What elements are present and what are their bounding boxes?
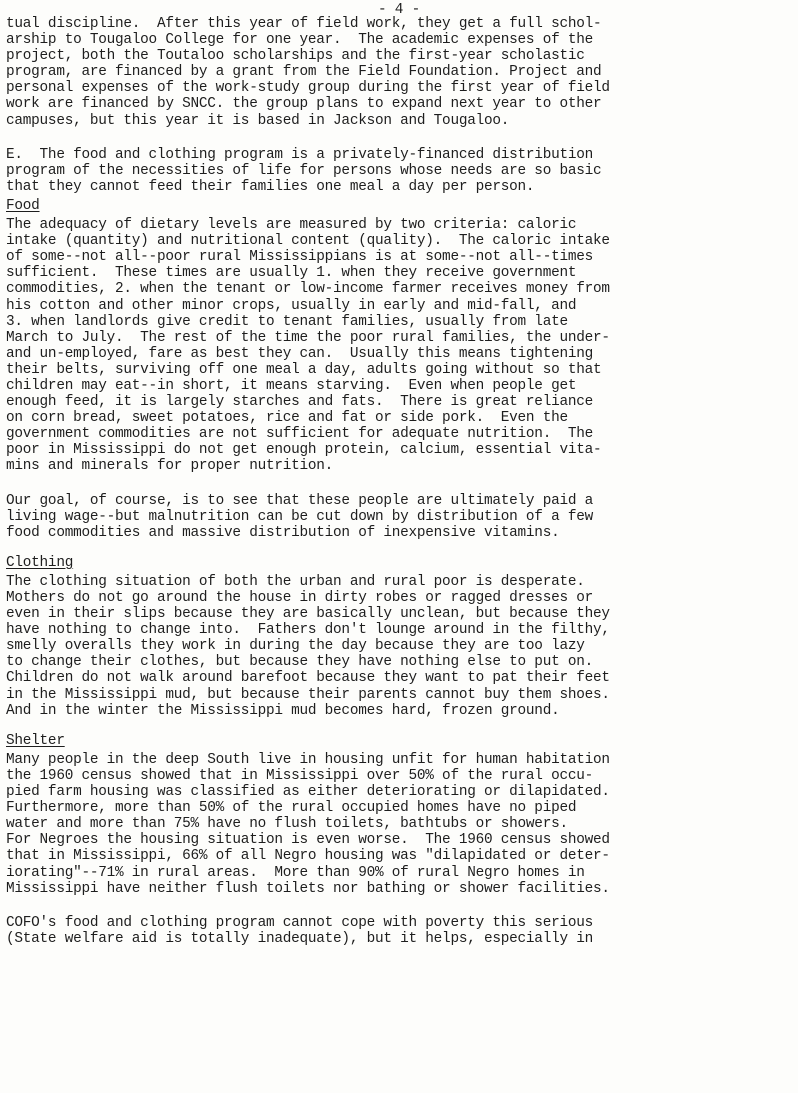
text-line: Mothers do not go around the house in dirty robes or ragged dresses or bbox=[6, 590, 594, 606]
text-line: commodities, 2. when the tenant or low-income farmer receives money from bbox=[6, 281, 610, 298]
text-line: in the Mississippi mud, but because their parents cannot buy them shoes. bbox=[6, 686, 610, 703]
text-line: water and more than 75% have no flush toilets, bathtubs or showers. bbox=[6, 816, 568, 833]
text-line: sufficient. These times are usually 1. when they receive government bbox=[6, 265, 577, 282]
text-line: food commodities and massive distribution of inexpensive vitamins. bbox=[6, 524, 560, 541]
paragraph bbox=[6, 574, 796, 719]
text-line: campuses, but this year it is based in Jackson and Tougaloo. bbox=[6, 112, 510, 129]
text-line: The clothing situation of both the urban and rural poor is desperate. bbox=[6, 573, 585, 590]
section-heading-shelter bbox=[6, 733, 796, 749]
text-line: project, both the Toutaloo scholarships and the first-year scholastic bbox=[6, 48, 585, 65]
text-line: work are financed by SNCC. the group plans to expand next year to other bbox=[6, 96, 602, 113]
text-line: program of the necessities of life for persons whose needs are so basic bbox=[6, 162, 602, 179]
text-line: and un-employed, fare as best they can. Usually this means tightening bbox=[6, 345, 594, 362]
text-line: the 1960 census showed that in Mississippi over 50% of the rural occu- bbox=[6, 767, 594, 784]
paragraph-gap bbox=[6, 475, 796, 493]
text-line: children may eat--in short, it means starving. Even when people get bbox=[6, 377, 577, 394]
paragraph bbox=[6, 147, 796, 195]
text-line: personal expenses of the work-study group during the first year of field bbox=[6, 80, 610, 97]
text-line: tual discipline. After this year of field work, they get a full schol- bbox=[6, 16, 602, 32]
paragraph bbox=[6, 752, 796, 897]
text-line: poor in Mississippi do not get enough protein, calcium, essential vita- bbox=[6, 442, 602, 459]
text-line: (State welfare aid is totally inadequate), but it helps, especially in bbox=[6, 930, 594, 947]
text-line: even in their slips because they are basically unclean, but because they bbox=[6, 606, 610, 623]
paragraph-gap bbox=[6, 129, 796, 147]
text-line: arship to Tougaloo College for one year. The academic expenses of the bbox=[6, 32, 594, 49]
text-line: For Negroes the housing situation is even worse. The 1960 census showed bbox=[6, 832, 610, 849]
paragraph-gap bbox=[6, 541, 796, 555]
text-line: 3. when landlords give credit to tenant families, usually from late bbox=[6, 313, 568, 330]
text-line: enough feed, it is largely starches and fats. There is great reliance bbox=[6, 394, 594, 411]
section-heading-food bbox=[6, 198, 796, 214]
text-line: that they cannot feed their families one meal a day per person. bbox=[6, 178, 535, 195]
text-line: living wage--but malnutrition can be cut down by distribution of a few bbox=[6, 508, 594, 525]
text-line: that in Mississippi, 66% of all Negro housing was "dilapidated or deter- bbox=[6, 848, 610, 865]
text-line: intake (quantity) and nutritional content (quality). The caloric intake bbox=[6, 233, 610, 250]
document-body bbox=[6, 16, 796, 947]
paragraph-gap bbox=[6, 897, 796, 915]
text-line: of some--not all--poor rural Mississippians is at some--not all--times bbox=[6, 249, 594, 266]
paragraph bbox=[6, 493, 796, 541]
text-line: E. The food and clothing program is a privately-financed distribution bbox=[6, 146, 594, 163]
paragraph bbox=[6, 16, 796, 129]
text-line: government commodities are not sufficient for adequate nutrition. The bbox=[6, 426, 594, 443]
text-line: to change their clothes, but because they have nothing else to put on. bbox=[6, 654, 594, 671]
text-line: Children do not walk around barefoot because they want to pat their feet bbox=[6, 670, 610, 687]
text-line: And in the winter the Mississippi mud becomes hard, frozen ground. bbox=[6, 702, 560, 719]
text-line: COFO's food and clothing program cannot cope with poverty this serious bbox=[6, 914, 594, 931]
paragraph-gap bbox=[6, 719, 796, 733]
paragraph bbox=[6, 217, 796, 475]
text-line: mins and minerals for proper nutrition. bbox=[6, 458, 334, 475]
text-line: on corn bread, sweet potatoes, rice and fat or side pork. Even the bbox=[6, 410, 568, 427]
section-heading-text: Food bbox=[6, 197, 40, 214]
paragraph bbox=[6, 915, 796, 947]
page-number: - 4 - bbox=[378, 2, 420, 18]
text-line: smelly overalls they work in during the day because they are too lazy bbox=[6, 638, 585, 655]
text-line: have nothing to change into. Fathers don't lounge around in the filthy, bbox=[6, 622, 610, 639]
text-line: Furthermore, more than 50% of the rural occupied homes have no piped bbox=[6, 800, 577, 817]
text-line: pied farm housing was classified as either deteriorating or dilapidated. bbox=[6, 784, 610, 801]
text-line: their belts, surviving off one meal a day, adults going without so that bbox=[6, 361, 602, 378]
text-line: his cotton and other minor crops, usually in early and mid-fall, and bbox=[6, 297, 577, 314]
text-line: March to July. The rest of the time the poor rural families, the under- bbox=[6, 329, 610, 346]
text-line: Mississippi have neither flush toilets nor bathing or shower facilities. bbox=[6, 880, 610, 897]
text-line: Many people in the deep South live in housing unfit for human habitation bbox=[6, 751, 610, 768]
section-heading-text: Clothing bbox=[6, 554, 74, 571]
text-line: Our goal, of course, is to see that these people are ultimately paid a bbox=[6, 492, 594, 509]
section-heading-text: Shelter bbox=[6, 732, 65, 749]
text-line: iorating"--71% in rural areas. More than 90% of rural Negro homes in bbox=[6, 864, 585, 881]
text-line: program, are financed by a grant from the Field Foundation. Project and bbox=[6, 64, 602, 81]
text-line: The adequacy of dietary levels are measured by two criteria: caloric bbox=[6, 217, 577, 234]
section-heading-clothing bbox=[6, 555, 796, 571]
